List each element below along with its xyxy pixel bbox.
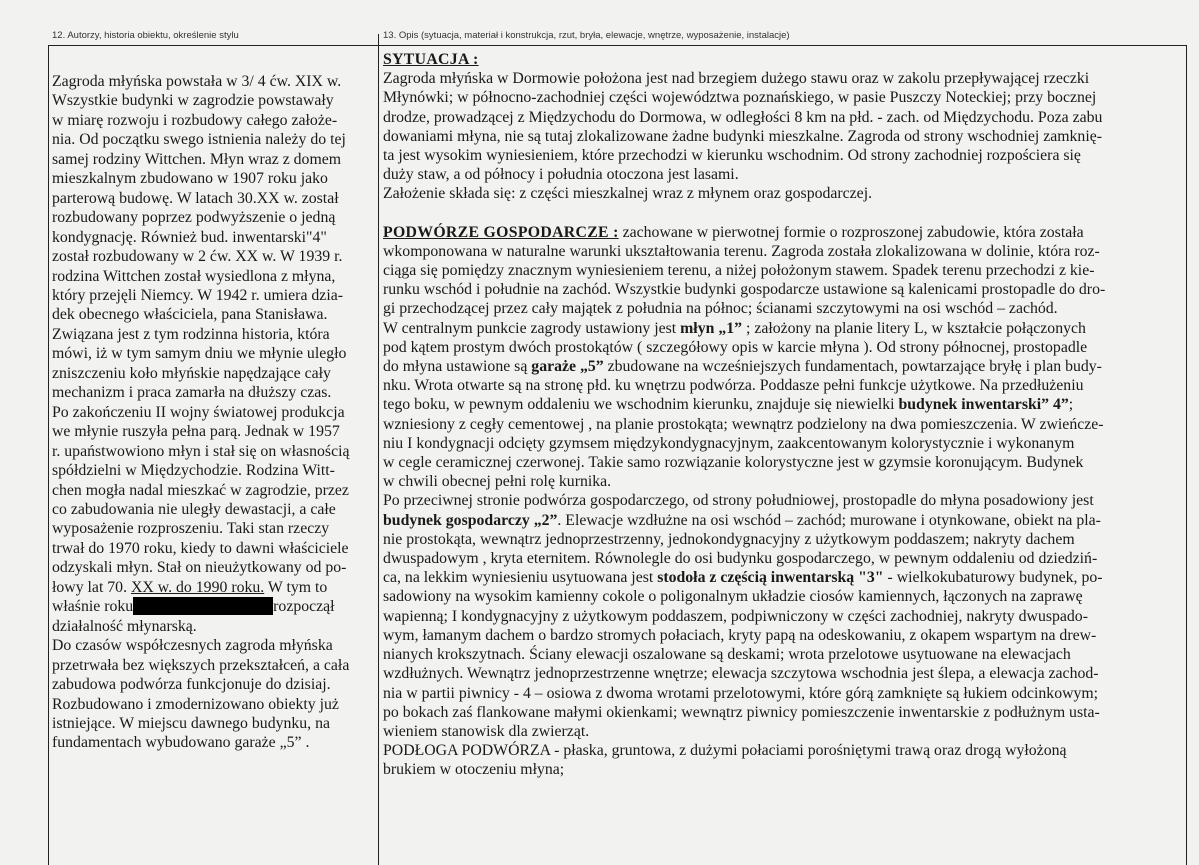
history-text: łowy lat 70. <box>52 578 131 596</box>
description-text: . Elewacje wzdłużne na osi wschód – zachód; murowane i otynkowane, obiekt na pla- <box>557 511 1101 529</box>
description-line <box>383 357 1183 376</box>
description-line: duży staw, a od północy i południa otoczona jest lasami. <box>383 166 739 184</box>
description-text: W centralnym punkcie zagrody ustawiony jest <box>383 319 681 337</box>
history-line: w miarę rozwoju i rozbudowy całego założe- <box>52 111 338 129</box>
description-line <box>383 511 1183 530</box>
description-text: - wielkokubaturowy budynek, po- <box>883 569 1103 587</box>
description-line: wieniem stanowisk dla zwierząt. <box>383 722 590 740</box>
description-line: nie prostokąta, wewnątrz jednoprzestrzenny, jednokondygnacyjny z użytkowym poddaszem; nakryty dachem <box>383 530 1075 548</box>
history-line: zniszczeniu koło młyńskie napędzające cały <box>52 364 331 382</box>
history-line: mieszkalnym zbudowano w 1907 roku jako <box>52 170 328 188</box>
description-line: ta jest wysokim wyniesieniem, które przechodzi w kierunku wschodnim. Od strony zachodniej rozpościera się <box>383 147 1081 165</box>
section-heading-sytuacja: SYTUACJA : <box>383 51 479 68</box>
history-line: istniejące. W miejscu dawnego budynku, na <box>52 714 330 732</box>
building-name-stodola: stodoła z częścią inwentarską "3" <box>657 569 884 587</box>
history-line: spółdzielni w Międzychodzie. Rodzina Witt- <box>52 462 335 480</box>
history-line: fundamentach wybudowano garaże „5” . <box>52 734 310 752</box>
history-line: zabudowa podwórza funkcjonuje do dzisiaj. <box>52 676 331 694</box>
description-column <box>383 50 1183 780</box>
description-line: nianych krokszytnach. Ściany elewacji oszalowane są deskami; wrota przelotowe usytuowane na elewacjach <box>383 646 1071 664</box>
description-line: wkomponowana w naturalne warunki ukształtowania terenu. Zagroda została zlokalizowana w dolinie, która roz- <box>383 242 1100 260</box>
history-line: trwał do 1970 roku, kiedy to dawni właściciele <box>52 539 349 557</box>
history-line: chen mogła nadal mieszkać w zagrodzie, przez <box>52 481 349 499</box>
history-line: wyposażenie rozproszeniu. Taki stan rzeczy <box>52 520 330 538</box>
description-line: w cegle ceramicznej czerwonej. Takie samo rozwiązanie kolorystyczne jest w gzymsie koronującym. Budynek <box>383 454 1084 472</box>
history-line: samej rodziny Wittchen. Młyn wraz z domem <box>52 150 342 168</box>
history-text: właśnie roku <box>52 598 134 616</box>
description-line: drodze, prowadzącej z Międzychodu do Dormowa, w odległości 8 km na płd. - zach. od Międzychodu. Poza zabu <box>383 108 1103 126</box>
history-line: mówi, iż w tym samym dniu we młynie uległo <box>52 345 347 363</box>
history-line: co zabudowania nie uległy dewastacji, a całe <box>52 500 336 518</box>
description-line <box>383 568 1183 587</box>
history-line <box>52 597 370 616</box>
building-name-garaze: garaże „5” <box>531 358 604 376</box>
paragraph-gap <box>383 204 1183 223</box>
history-line <box>52 578 370 597</box>
history-line: nia. Od początku swego istnienia należy do tej <box>52 131 346 149</box>
history-line: Wszystkie budynki w zagrodzie powstawały <box>52 92 334 110</box>
frame-top-border <box>48 45 1186 46</box>
description-line <box>383 223 1183 242</box>
description-text: ; <box>1068 396 1074 414</box>
description-text: ; założony na planie litery L, w kształcie połączonych <box>742 319 1086 337</box>
building-name-inwentarski: budynek inwentarski” 4” <box>898 396 1069 414</box>
description-text: ca, na lekkim wyniesieniu usytuowana jest <box>383 569 658 587</box>
history-line: Do czasów współczesnych zagroda młyńska <box>52 637 333 655</box>
description-line: dowaniami młyna, nie są tutaj zlokalizowane żadne budynki mieszkalne. Zagroda od strony wschodniej zamknię- <box>383 127 1102 145</box>
description-line: PODŁOGA PODWÓRZA - płaska, gruntowa, z dużymi połaciami porośniętymi trawą oraz drogą wyłożoną <box>383 742 1067 760</box>
history-line: Rozbudowano i zmodernizowano obiekty już <box>52 695 339 713</box>
description-text: zbudowane na wcześniejszych fundamentach, powtarzające bryłę i plan budy- <box>603 358 1102 376</box>
description-line <box>383 319 1183 338</box>
description-line: wzdłużnych. Wewnątrz jednoprzestrzenne wnętrze; elewacja szczytowa wschodnia jest ślepa, a elewacja zachod- <box>383 665 1099 683</box>
section-heading-podworze: PODWÓRZE GOSPODARCZE : <box>383 223 619 241</box>
history-line: r. upaństwowiono młyn i stał się on własnością <box>52 442 350 460</box>
frame-left-border <box>48 45 49 865</box>
description-line: pod kątem prostym dwóch prostokątów ( szczegółowy opis w karcie młyna ). Od strony północnej, prostopadle <box>383 338 1088 356</box>
history-line: Po zakończeniu II wojny światowej produkcja <box>52 403 345 421</box>
description-line: wapienną; I kondygnacyjny z użytkowym poddaszem, podpiwniczony w części zachodniej, nakryty dwuspado- <box>383 607 1088 625</box>
description-text: zachowane w pierwotnej formie o rozproszonej zabudowie, która została <box>618 223 1084 241</box>
history-line: został rozbudowany w 2 ćw. XX w. W 1939 r. <box>52 248 343 266</box>
description-line: nia w partii piwnicy - 4 – osiowa z dwoma wrotami przelotowymi, które górą zamknięte są łukiem odcinkowym; <box>383 684 1099 702</box>
description-line: wym, łamanym dachem o bardzo stromych połaciach, kryty papą na odeskowaniu, z okapem wspartym na drew- <box>383 626 1097 644</box>
description-line <box>383 395 1183 414</box>
history-line: we młynie ruszyła pełna parą. Jednak w 1957 <box>52 423 340 441</box>
description-line: gi przechodzącej przez cały majątek z południa na północ; ścianami szczytowymi na osi wschód – zachód. <box>383 300 1058 318</box>
history-line: Zagroda młyńska powstała w 3/ 4 ćw. XIX w. <box>52 73 342 90</box>
description-line: Młynówki; w północno-zachodniej części województwa poznańskiego, w pasie Puszczy Noteckiej; przy bocznej <box>383 89 1097 107</box>
frame-right-border <box>1186 45 1187 865</box>
history-text: rozpoczął <box>273 598 335 616</box>
description-line: runku wschód i południe na zachód. Wszystkie budynki gospodarcze ustawione są kalenicami prostopadle do dro- <box>383 281 1106 299</box>
description-line: wzniesiony z cegły cementowej , na planie prostokąta; wewnątrz podzielony na dwa pomieszczenia. W zwieńcze- <box>383 415 1104 433</box>
column-divider <box>378 34 379 865</box>
description-text: tego boku, w pewnym oddaleniu we wschodnim kierunku, znajduje się niewielki <box>383 396 899 414</box>
building-name-mlyn: młyn „1” <box>680 319 743 337</box>
history-underlined-text: XX w. do 1990 roku. <box>130 578 265 596</box>
description-line: ciąga się pomiędzy znacznym wyniesieniem terenu, a niżej położonym stawem. Spadek terenu przechodzi z kie- <box>383 262 1095 280</box>
header-right-label: 13. Opis (sytuacja, materiał i konstrukcja, rzut, bryła, elewacje, wnętrze, wyposażenie, instalacje) <box>383 30 790 41</box>
history-line: odzyskali młyn. Stał on nieużytkowany od po- <box>52 559 347 577</box>
history-line: parterową budowę. W latach 30.XX w. został <box>52 189 339 207</box>
history-line: który przejęli Niemcy. W 1942 r. umiera dzia- <box>52 286 343 304</box>
history-line: dek obecnego właściciela, pana Stanisława. <box>52 306 328 324</box>
description-line: brukiem w otoczeniu młyna; <box>383 761 565 779</box>
history-line: rozbudowany poprzez podwyższenie o jedną <box>52 209 336 227</box>
description-line: Zagroda młyńska w Dormowie położona jest nad brzegiem dużego stawu oraz w zakolu przepływającej rzeczki <box>383 70 1090 88</box>
description-line: nku. Wrota otwarte są na stronę płd. ku wnętrzu podwórza. Poddasze pełni funkcje użytkowe. Na przedłużeniu <box>383 377 1084 395</box>
description-text: do młyna ustawione są <box>383 358 532 376</box>
description-line: niu I kondygnacji odcięty gzymsem międzykondygnacyjnym, zaakcentowanym kolorystycznie i wykonanym <box>383 434 1075 452</box>
building-name-gospodarczy: budynek gospodarczy „2” <box>383 511 558 529</box>
redaction-bar <box>133 597 273 615</box>
history-line: Związana jest z tym rodzinna historia, która <box>52 325 330 343</box>
history-line: kondygnację. Również bud. inwentarski"4" <box>52 228 327 246</box>
description-line: Założenie składa się: z części mieszkalnej wraz z młynem oraz gospodarczej. <box>383 185 873 203</box>
description-line: Po przeciwnej stronie podwórza gospodarczego, od strony południowej, prostopadle do młyna posadowiony jest <box>383 492 1094 510</box>
history-line: mechanizm i praca zamarła na dłuższy czas. <box>52 384 332 402</box>
history-line: przetrwała bez większych przekształceń, a cała <box>52 656 350 674</box>
history-line: rodzina Wittchen został wysiedlona z młyna, <box>52 267 336 285</box>
description-line: po bokach zaś flankowane małymi okienkami; wewnątrz piwnicy pomieszczenie inwentarskie z podłużnym usta- <box>383 703 1100 721</box>
history-line: działalność młynarską. <box>52 617 197 635</box>
history-column <box>52 72 370 753</box>
description-line: sadowiony na wysokim kamienny cokole o poligonalnym układzie ciosów kamiennych, łączonych na zaprawę <box>383 588 1083 606</box>
header-left-label: 12. Autorzy, historia obiektu, określenie stylu <box>52 30 239 41</box>
history-text: W tym to <box>264 578 328 596</box>
description-line: w chwili obecnej pełni rolę kurnika. <box>383 473 612 491</box>
description-line: dwuspadowym , kryta eternitem. Równolegle do osi budynku gospodarczego, w pewnym oddaleniu od dziedziń- <box>383 550 1098 568</box>
